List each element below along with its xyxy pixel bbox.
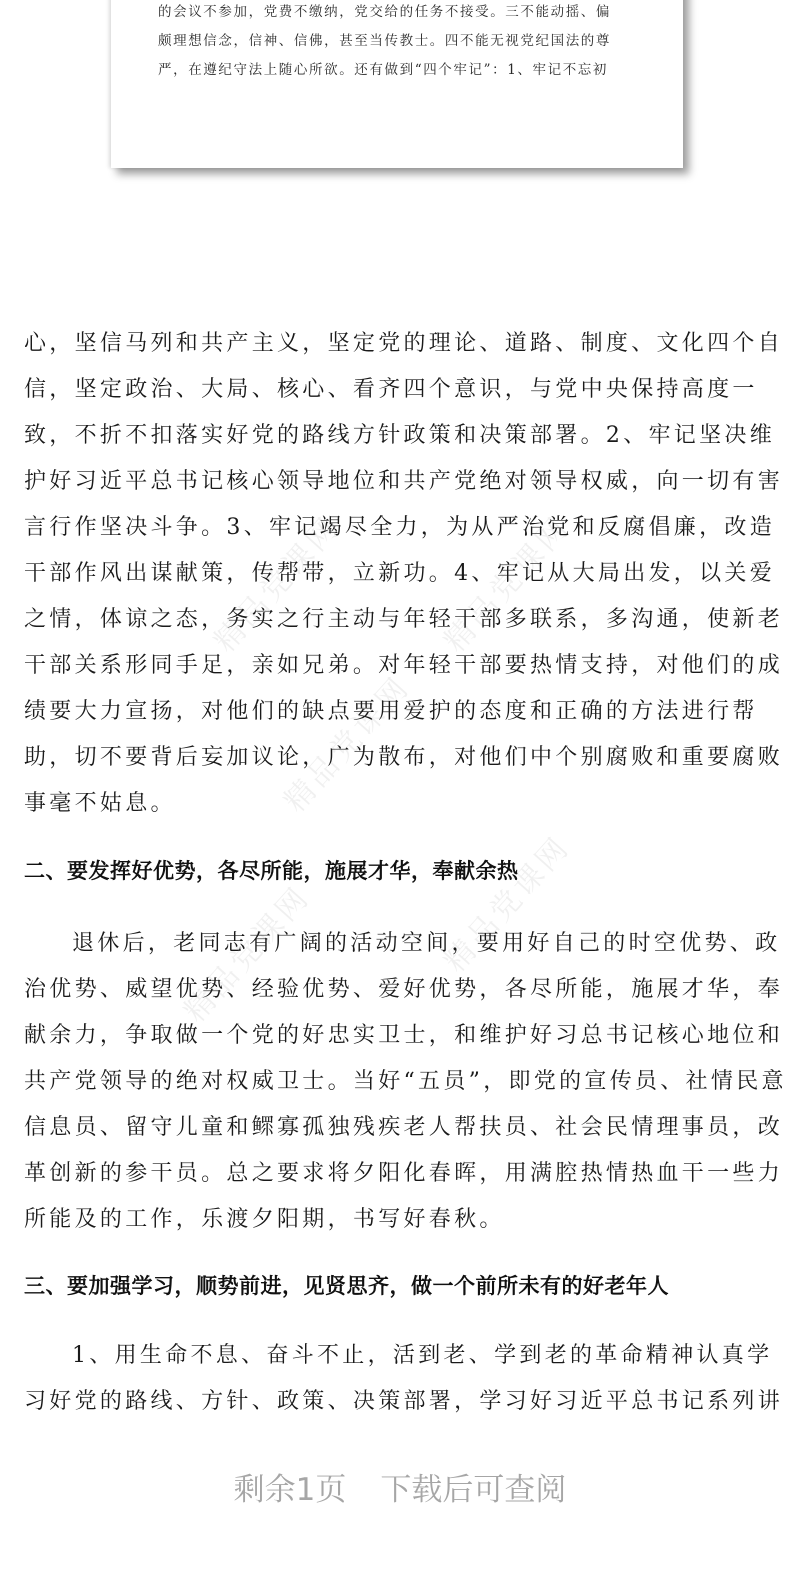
body-text-line: 信，坚定政治、大局、核心、看齐四个意识，与党中央保持高度一 <box>24 377 758 402</box>
body-text-line: 言行作坚决斗争。3、牢记竭尽全力，为从严治党和反腐倡廉，改造 <box>24 515 775 540</box>
body-text-line: 干部关系形同手足，亲如兄弟。对年轻干部要热情支持，对他们的成 <box>24 653 784 678</box>
body-text-line: 献余力，争取做一个党的好忠实卫士，和维护好习总书记核心地位和 <box>24 1023 784 1048</box>
body-text-line: 干部作风出谋献策，传帮带，立新功。4、牢记从大局出发，以关爱 <box>24 561 775 586</box>
section-heading: 二、要发挥好优势，各尽所能，施展才华，奉献余热 <box>24 859 519 883</box>
body-text-line: 心，坚信马列和共产主义，坚定党的理论、道路、制度、文化四个自 <box>24 331 784 356</box>
watermark: 精品党课网 <box>177 879 318 1030</box>
section-heading: 三、要加强学习，顺势前进，见贤思齐，做一个前所未有的好老年人 <box>24 1274 669 1298</box>
body-text-line: 绩要大力宣扬，对他们的缺点要用爱护的态度和正确的方法进行帮 <box>24 699 758 724</box>
body-text-line: 革创新的参干员。总之要求将夕阳化春晖，用满腔热情热血干一些力 <box>24 1161 784 1186</box>
body-text-line: 习好党的路线、方针、政策、决策部署，学习好习近平总书记系列讲 <box>24 1389 784 1414</box>
body-text-line: 共产党领导的绝对权威卫士。当好“五员”，即党的宣传员、社情民意 <box>24 1069 787 1094</box>
body-text-line: 护好习近平总书记核心领导地位和共产党绝对领导权威，向一切有害 <box>24 469 784 494</box>
remaining-pages-label: 剩余1页 <box>233 1472 347 1508</box>
watermark: 精品党课网 <box>207 509 348 660</box>
body-text-line: 事毫不姑息。 <box>24 791 176 816</box>
body-text-line: 退休后，老同志有广阔的活动空间，要用好自己的时空优势、政 <box>72 931 781 956</box>
preview-text-line: 的会议不参加，党费不缴纳，党交给的任务不接受。三不能动摇、偏 <box>158 4 611 20</box>
watermark: 精品党课网 <box>437 829 578 980</box>
body-text-line: 治优势、威望优势、经验优势、爱好优势，各尽所能，施展才华，奉 <box>24 977 784 1002</box>
body-text-line: 1、用生命不息、奋斗不止，活到老、学到老的革命精神认真学 <box>72 1343 773 1368</box>
watermark: 精品党课网 <box>437 509 578 660</box>
body-text-line: 致，不折不扣落实好党的路线方针政策和决策部署。2、牢记坚决维 <box>24 423 775 448</box>
body-text-line: 助，切不要背后妄加议论，广为散布，对他们中个别腐败和重要腐败 <box>24 745 784 770</box>
download-hint-label: 下载后可查阅 <box>380 1472 567 1508</box>
body-text-line: 之情，体谅之态，务实之行主动与年轻干部多联系，多沟通，使新老 <box>24 607 784 632</box>
body-text-line: 信息员、留守儿童和鳏寡孤独残疾老人帮扶员、社会民情理事员，改 <box>24 1115 784 1140</box>
watermark: 精品党课网 <box>277 669 418 820</box>
preview-text-line: 严，在遵纪守法上随心所欲。还有做到“四个牢记”：1、牢记不忘初 <box>158 62 608 78</box>
download-to-view-banner[interactable] <box>0 1455 800 1525</box>
preview-text-line: 颇理想信念，信神、信佛，甚至当传教士。四不能无视党纪国法的尊 <box>158 33 611 49</box>
body-text-line: 所能及的工作，乐渡夕阳期，书写好春秋。 <box>24 1207 505 1232</box>
page-preview-card <box>111 0 683 168</box>
